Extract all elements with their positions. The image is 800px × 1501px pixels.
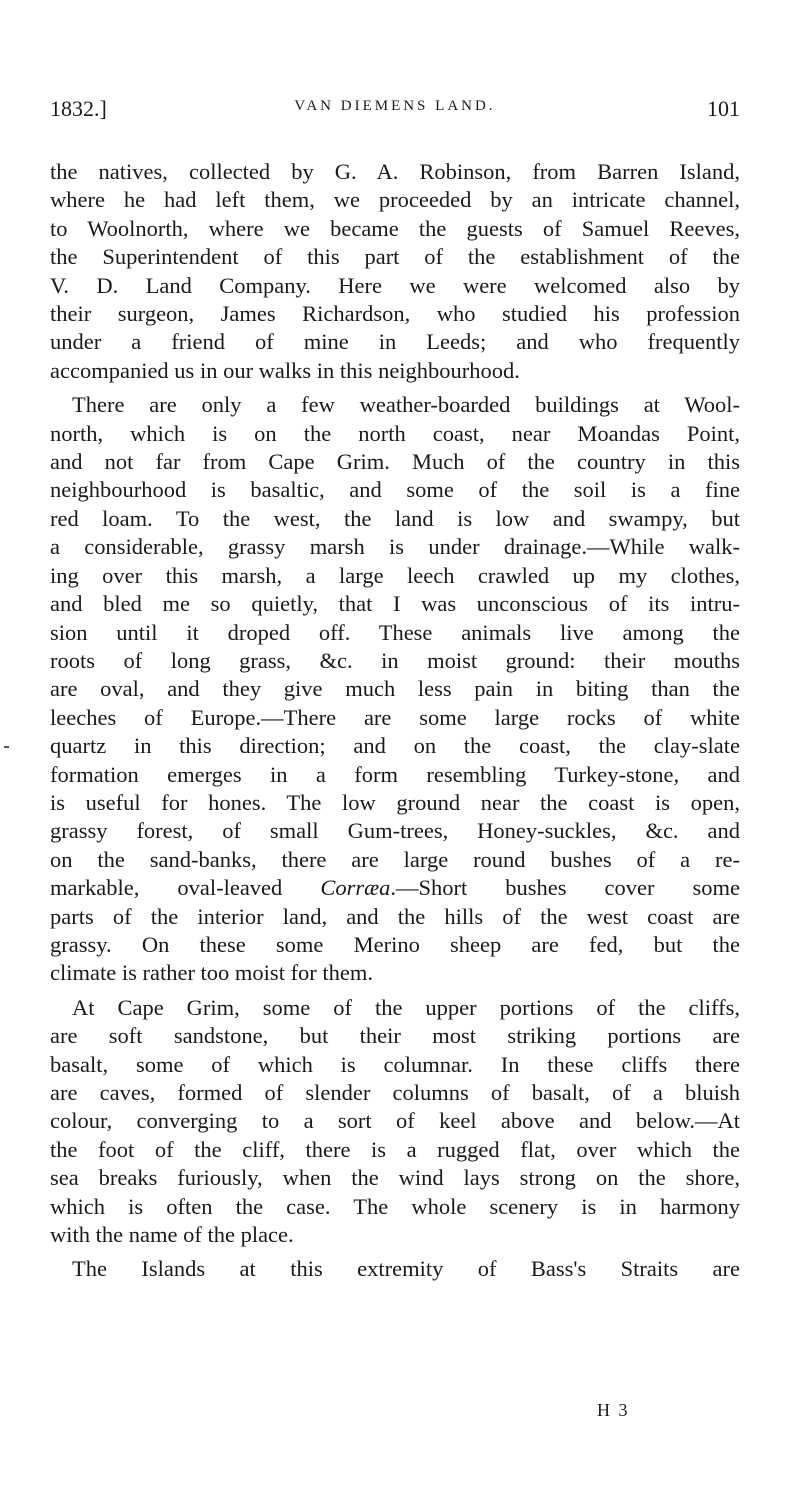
running-head bbox=[50, 96, 740, 132]
text-line: the Superintendent of this part of the establishment of the bbox=[50, 244, 740, 270]
text-line: quartz in this direction; and on the coast, the clay-slate bbox=[50, 733, 740, 759]
page-number: 101 bbox=[707, 96, 740, 121]
text-line: neighbourhood is basaltic, and some of the soil is a fine bbox=[50, 477, 740, 503]
body-text bbox=[50, 158, 740, 1284]
paragraph-2 bbox=[50, 391, 740, 988]
text-line: the foot of the cliff, there is a rugged flat, over which the bbox=[50, 1136, 740, 1162]
text-line: At Cape Grim, some of the upper portions of the cliffs, bbox=[72, 994, 740, 1020]
text-line: is useful for hones. The low ground near the coast is open, bbox=[50, 789, 740, 815]
running-head-year: 1832.] bbox=[50, 96, 107, 121]
text-line: their surgeon, James Richardson, who studied his profession bbox=[50, 301, 740, 327]
text-line-italic-term: markable, oval-leaved Corræa.—Short bushes cover some bbox=[50, 875, 740, 901]
text-line: grassy. On these some Merino sheep are fed, but the bbox=[50, 931, 740, 957]
text-line: climate is rather too moist for them. bbox=[50, 960, 374, 986]
text-line: where he had left them, we proceeded by an intricate channel, bbox=[50, 187, 740, 213]
text-line: There are only a few weather-boarded buildings at Wool- bbox=[72, 392, 740, 418]
text-line: accompanied us in our walks in this neighbourhood. bbox=[50, 357, 520, 383]
italic-term: Corræa bbox=[320, 875, 391, 901]
text-line: parts of the interior land, and the hills of the west coast are bbox=[50, 903, 740, 929]
book-page bbox=[50, 96, 740, 1284]
text-line: and bled me so quietly, that I was unconscious of its intru- bbox=[50, 591, 740, 617]
text-line: north, which is on the north coast, near Moandas Point, bbox=[50, 420, 740, 446]
text-line: sea breaks furiously, when the wind lays strong on the shore, bbox=[50, 1165, 740, 1191]
text-line: red loam. To the west, the land is low and swampy, but bbox=[50, 505, 740, 531]
running-head-title: VAN DIEMENS LAND. bbox=[294, 98, 496, 114]
text-line: sion until it droped off. These animals live among the bbox=[50, 619, 740, 645]
text-line: colour, converging to a sort of keel above and below.—At bbox=[50, 1108, 740, 1134]
text-line: The Islands at this extremity of Bass's Straits are bbox=[72, 1256, 740, 1282]
text-line: under a friend of mine in Leeds; and who frequently bbox=[50, 329, 740, 355]
text-line: are soft sandstone, but their most striking portions are bbox=[50, 1023, 740, 1049]
paragraph-1 bbox=[50, 158, 740, 385]
paragraph-3 bbox=[50, 994, 740, 1250]
text-line: roots of long grass, &c. in moist ground: their mouths bbox=[50, 647, 740, 673]
text-line: with the name of the place. bbox=[50, 1222, 294, 1248]
paragraph-4 bbox=[50, 1255, 740, 1283]
text-line: the natives, collected by G. A. Robinson, from Barren Island, bbox=[50, 159, 740, 184]
text-line: a considerable, grassy marsh is under drainage.—While walk- bbox=[50, 534, 740, 560]
text-line: basalt, some of which is columnar. In these cliffs there bbox=[50, 1051, 740, 1077]
text-line: grassy forest, of small Gum-trees, Honey-suckles, &c. and bbox=[50, 818, 740, 844]
text-line: leeches of Europe.—There are some large rocks of white bbox=[50, 704, 740, 730]
text-line: which is often the case. The whole scenery is in harmony bbox=[50, 1193, 740, 1219]
text-line: ing over this marsh, a large leech crawled up my clothes, bbox=[50, 562, 740, 588]
text-line: are oval, and they give much less pain in biting than the bbox=[50, 676, 740, 702]
text-line: V. D. Land Company. Here we were welcomed also by bbox=[50, 272, 740, 298]
margin-mark bbox=[4, 746, 9, 748]
signature-mark: H 3 bbox=[597, 1400, 630, 1420]
text-line: are caves, formed of slender columns of basalt, of a bluish bbox=[50, 1080, 740, 1105]
text-line: on the sand-banks, there are large round bushes of a re- bbox=[50, 846, 740, 872]
text-line: and not far from Cape Grim. Much of the country in this bbox=[50, 449, 740, 475]
text-line: to Woolnorth, where we became the guests of Samuel Reeves, bbox=[50, 215, 740, 241]
text-line: formation emerges in a form resembling Turkey-stone, and bbox=[50, 761, 740, 787]
